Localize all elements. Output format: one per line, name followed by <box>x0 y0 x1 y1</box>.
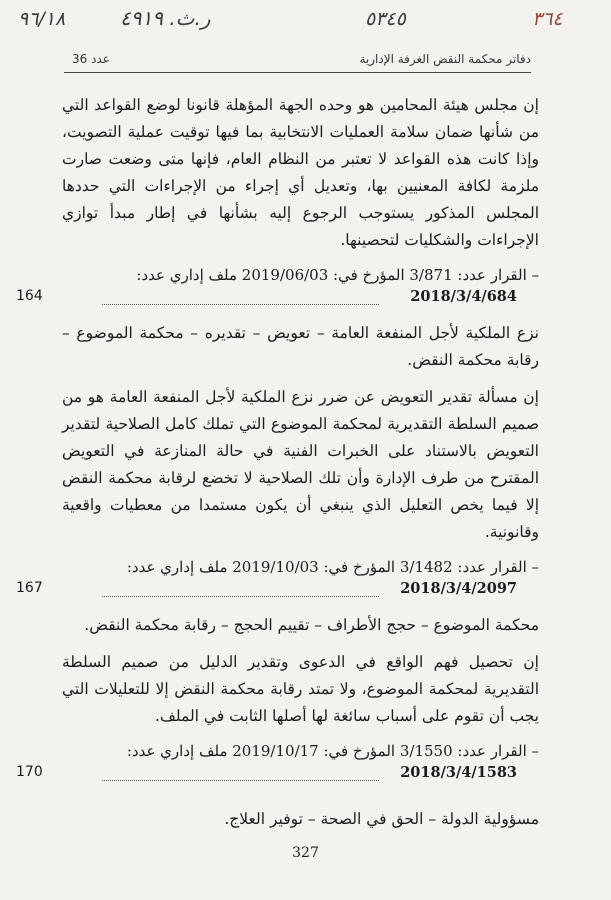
decision-text: – القرار عدد: 3/1482 المؤرخ في: 2019/10/03 ملف إداري عدد: <box>126 558 539 576</box>
handwritten-number: ر.ث. ٤٩١٩ <box>120 6 211 30</box>
dotted-leader <box>102 596 379 597</box>
section-heading-evidence: محكمة الموضوع – حجج الأطراف – تقييم الحجج – رقابة محكمة النقض. <box>84 616 539 634</box>
decision-file-line <box>16 288 539 314</box>
section-heading-state-liability: مسؤولية الدولة – الحق في الصحة – توفير العلاج. <box>224 810 539 828</box>
decision-text: – القرار عدد: 3/1550 المؤرخ في: 2019/10/17 ملف إداري عدد: <box>126 742 539 760</box>
paragraph-evidence: إن تحصيل فهم الواقع في الدعوى وتقدير الدليل من صميم السلطة التقديرية لمحكمة الموضوع، ولا تمتد رقابة محكمة النقض إلا للتعليلات التي يجب أن تقوم على أسباب سائغة لها أصلها الثابت في الملف. <box>62 653 539 725</box>
paragraph-bar-elections: إن مجلس هيئة المحامين هو وحده الجهة المؤهلة قانونا لوضع القواعد التي من شأنها ضمان سلامة العمليات الانتخابية بما فيها توقيت عملية التصويت، وإذا كانت هذه القواعد لا تعتبر من النظام العام، فإنها متى وضعت صارت ملزمة لكافة المعنيين بها، وتعديل أي إجراء من الإجراءات التي حددها المجلس المذكور يستوجب الرجوع إليه بشأنها في إطار مبدأ توازي الإجراءات والشكليات لتحصينها. <box>62 96 539 249</box>
section-heading-expropriation: نزع الملكية لأجل المنفعة العامة – تعويض – تقديره – محكمة الموضوع – رقابة محكمة النقض. <box>62 324 539 369</box>
file-number: 2018/3/4/684 <box>410 288 517 305</box>
decision-reference <box>62 738 539 764</box>
page-content <box>16 92 539 833</box>
handwritten-page-mark: ٣٦٤ <box>532 8 563 30</box>
decision-reference <box>62 554 539 580</box>
handwritten-mark: ٥٣٤٥ <box>365 8 406 30</box>
page-number: 327 <box>292 845 319 861</box>
dotted-leader <box>102 780 379 781</box>
running-header <box>64 50 531 73</box>
item-number: 170 <box>16 764 43 780</box>
item-number: 164 <box>16 288 43 304</box>
handwritten-reference: ٩٦/١٨ <box>18 8 66 30</box>
decision-file-line <box>16 764 539 790</box>
decision-reference <box>62 262 539 288</box>
decision-file-line <box>16 580 539 606</box>
paragraph-expropriation: إن مسألة تقدير التعويض عن ضرر نزع الملكية لأجل المنفعة العامة هو من صميم السلطة التقديرية لمحكمة الموضوع التي تملك كامل الصلاحية لتقدير التعويض بالاستناد على الخبرات الفنية في حالة المنازعة في التعويض المقترح من طرف الإدارة وأن تلك الصلاحية لا تخضع لرقابة محكمة النقض إلا فيما يخص التعليل الذي ينبغي أن يكون مستمدا من معطيات واقعية وقانونية. <box>62 388 539 541</box>
file-number: 2018/3/4/2097 <box>400 580 517 597</box>
file-number: 2018/3/4/1583 <box>400 764 517 781</box>
journal-title: دفاتر محكمة النقض الغرفة الإدارية <box>359 52 531 66</box>
decision-text: – القرار عدد: 3/871 المؤرخ في: 2019/06/03 ملف إداري عدد: <box>136 266 539 284</box>
item-number: 167 <box>16 580 43 596</box>
dotted-leader <box>102 304 379 305</box>
issue-number: عدد 36 <box>72 52 110 66</box>
